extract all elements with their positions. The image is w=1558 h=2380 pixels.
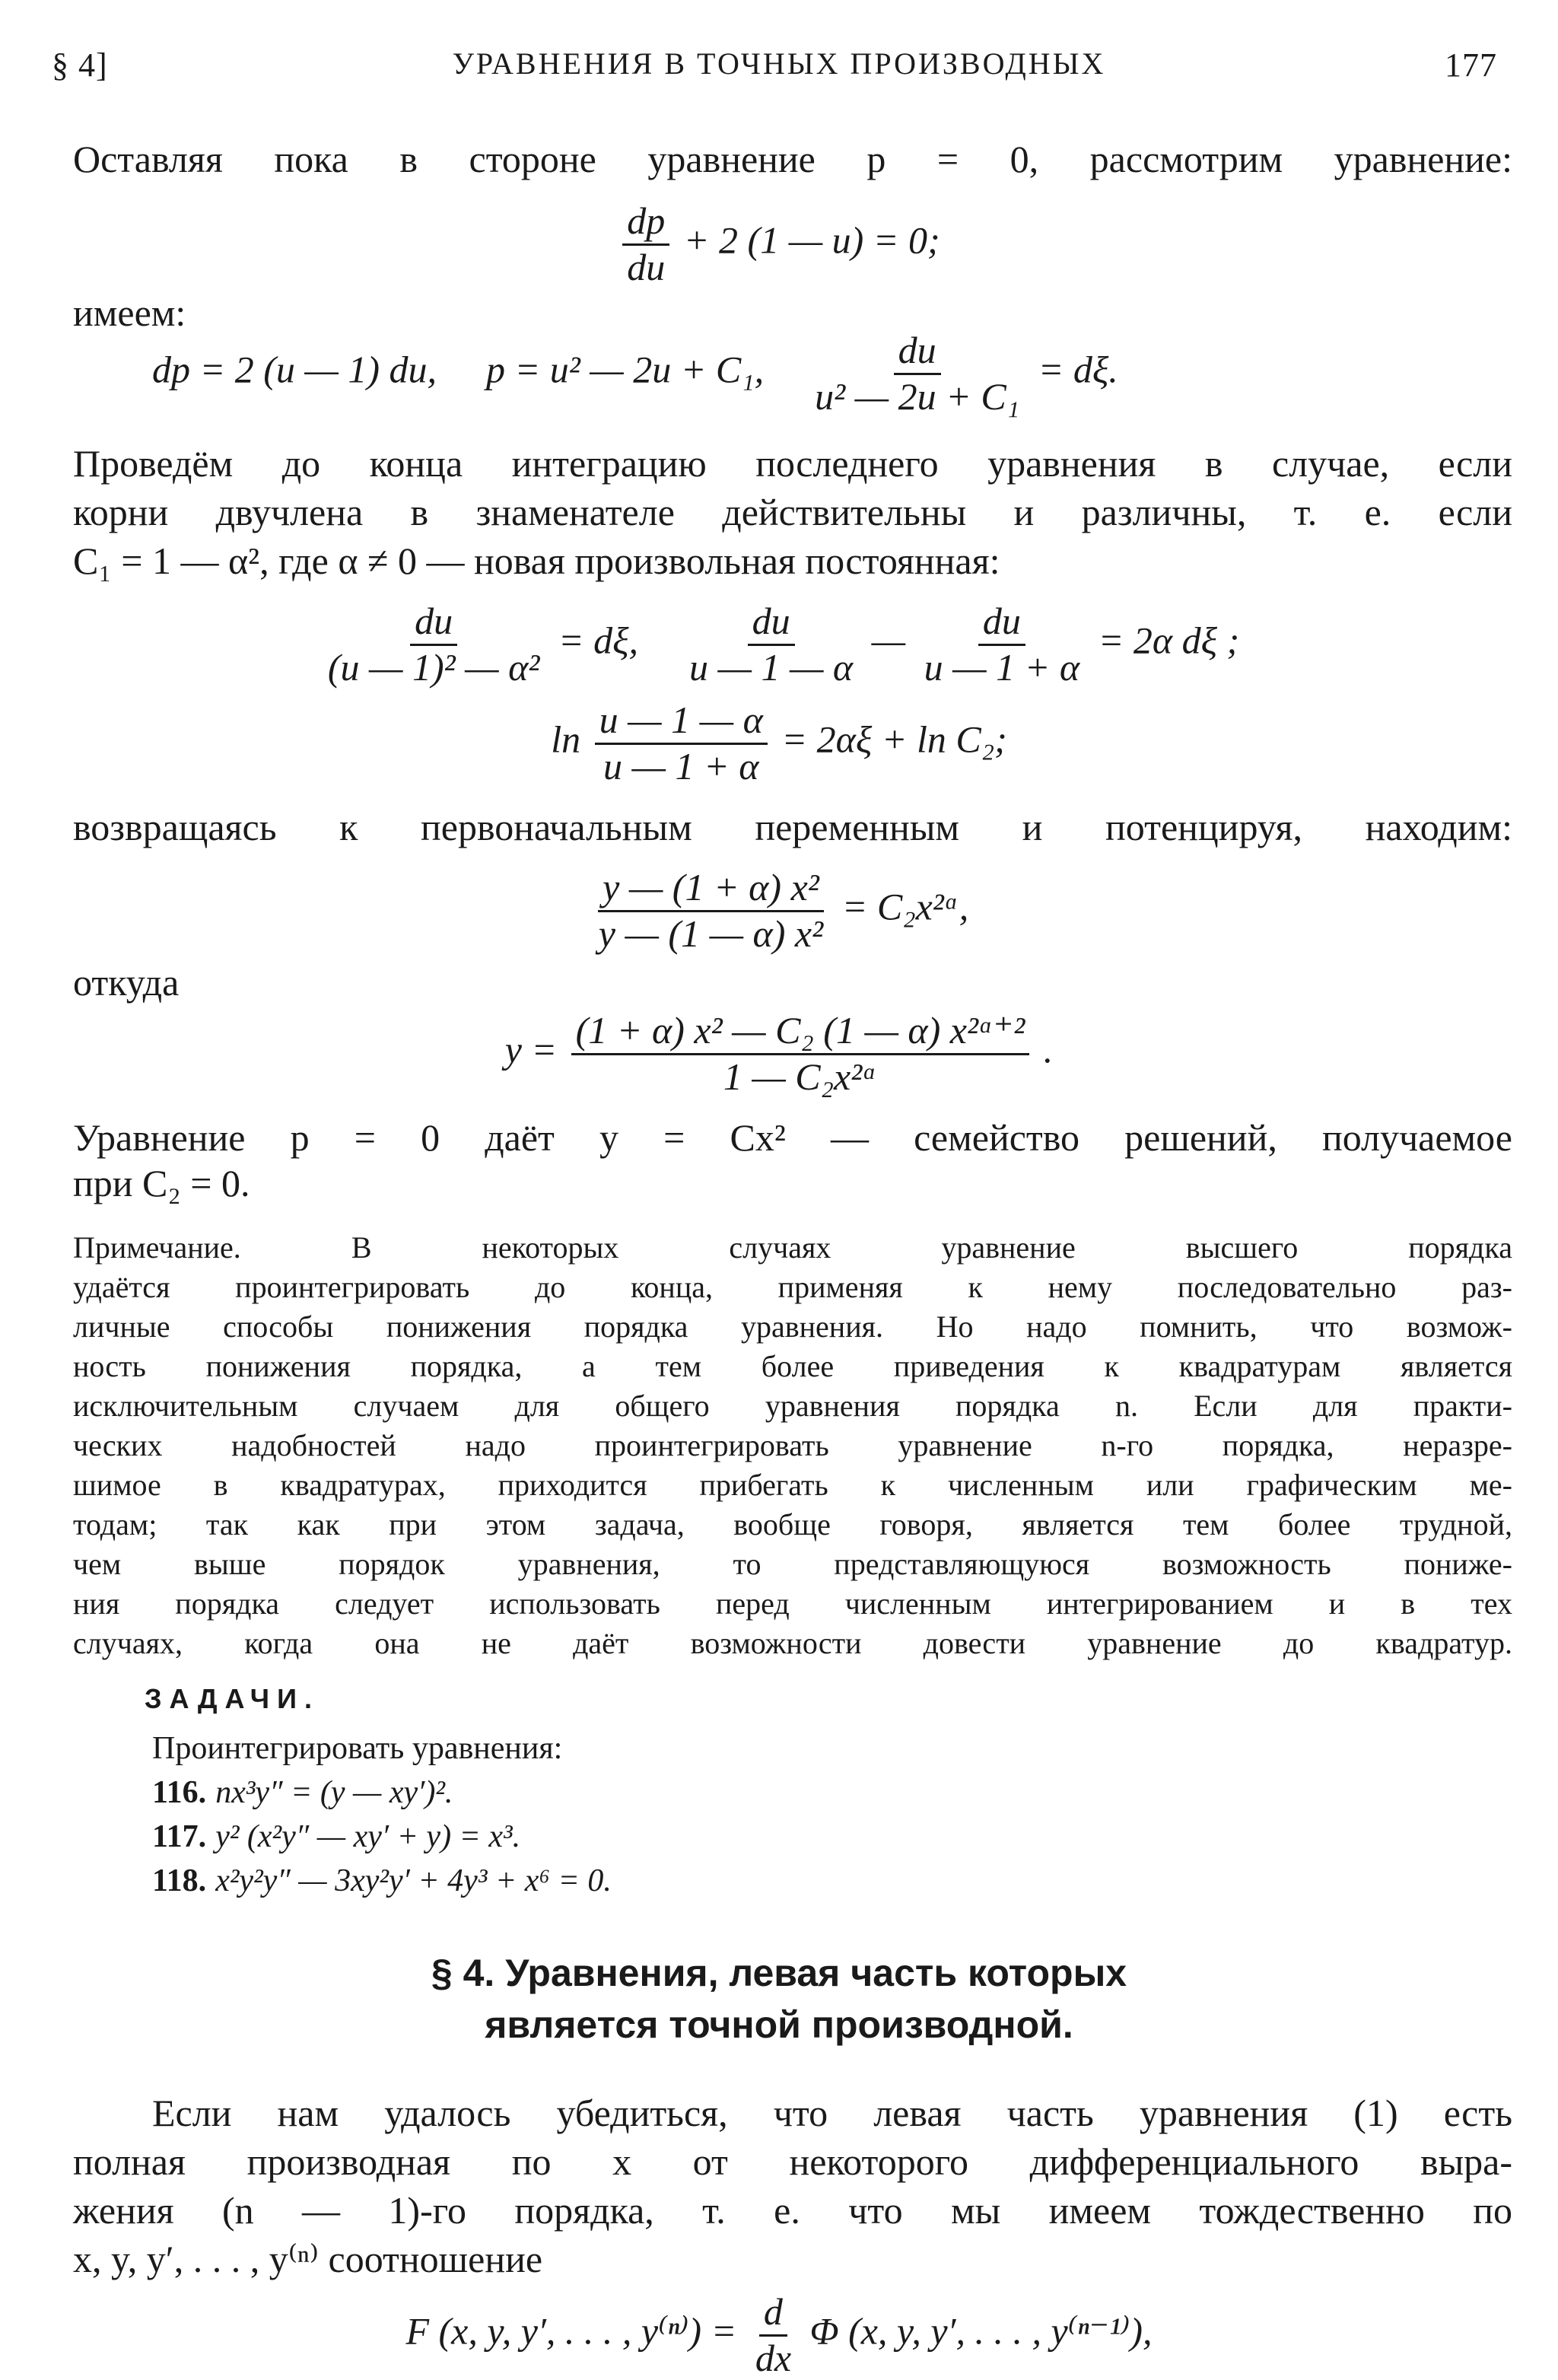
paragraph-line: Если нам удалось убедиться, что левая часть уравнения (1) есть (152, 2088, 1512, 2138)
word-otkuda: откуда (73, 957, 1512, 1007)
equation-rest: + 2 (1 — u) = 0; (684, 218, 940, 261)
problems-intro: Проинтегрировать уравнения: (152, 1729, 562, 1768)
equation-lhs: F (x, y, y′, . . . , y⁽ⁿ⁾) = (405, 2309, 736, 2352)
note-line: чем выше порядок уравнения, то представляющуюся возможность пониже- (73, 1545, 1512, 1584)
equation-rest: = dξ. (1038, 348, 1118, 390)
problem-117 (152, 1817, 520, 1857)
equation-2 (152, 329, 1491, 418)
header-section: § 4] (52, 46, 108, 84)
numerator: u — 1 — α (595, 698, 768, 745)
equation-part: = dξ, (558, 619, 638, 661)
numerator: du (978, 600, 1025, 646)
numerator: du (748, 600, 795, 646)
eq2-part-a: dp = 2 (u — 1) du, (152, 348, 437, 390)
minus-sign: — (872, 619, 905, 661)
note-line: личные способы понижения порядка уравнения. Но надо помнить, что возмож- (73, 1307, 1512, 1347)
word-imeem: имеем: (73, 288, 1512, 338)
denominator: u — 1 — α (685, 646, 857, 690)
problem-equation: nx³y″ = (y — xy′)². (215, 1775, 453, 1810)
fraction (323, 600, 544, 689)
note-line: случаях, когда она не даёт возможности довести уравнение до квадратур. (73, 1624, 1512, 1663)
problem-number: 116. (152, 1775, 206, 1810)
problem-number: 117. (152, 1819, 206, 1854)
fraction (810, 329, 1024, 418)
denominator: 1 — C₂x²ᵅ (719, 1055, 882, 1099)
problems-heading: ЗАДАЧИ. (145, 1683, 320, 1715)
fraction (751, 2290, 796, 2380)
paragraph-line: возвращаясь к первоначальным переменным и потенцируя, находим: (73, 802, 1512, 852)
equation-1 (0, 199, 1558, 289)
fraction (571, 1009, 1030, 1099)
note-line: Примечание. В некоторых случаях уравнение высшего порядка (73, 1228, 1512, 1268)
problem-equation: x²y²y″ — 3xy²y′ + 4y³ + x⁶ = 0. (215, 1863, 612, 1898)
numerator: (1 + α) x² — C₂ (1 — α) x²ᵅ⁺² (571, 1009, 1030, 1055)
problem-118 (152, 1861, 612, 1901)
numerator: du (894, 329, 941, 375)
fraction (595, 698, 768, 788)
equation-6 (0, 1009, 1558, 1099)
section-title-line-1: § 4. Уравнения, левая часть которых (0, 1948, 1558, 1998)
equation-rest: = 2αξ + ln C₂; (781, 718, 1006, 760)
paragraph-line: жения (n — 1)-го порядка, т. е. что мы имеем тождественно по (73, 2185, 1512, 2235)
paragraph-line: Уравнение p = 0 даёт y = Cx² — семейство решений, получаемое (73, 1112, 1512, 1163)
fraction (685, 600, 857, 689)
numerator: dp (622, 199, 669, 246)
page-number: 177 (1445, 46, 1497, 84)
note-line: тодам; так как при этом задача, вообще говоря, является тем более трудной, (73, 1505, 1512, 1545)
equation-rest: . (1044, 1028, 1054, 1071)
equation-7 (0, 2290, 1558, 2380)
problem-number: 118. (152, 1863, 206, 1898)
section-title-line-2: является точной производной. (0, 2000, 1558, 2050)
paragraph-line: при C₂ = 0. (73, 1158, 1512, 1208)
header-title: УРАВНЕНИЯ В ТОЧНЫХ ПРОИЗВОДНЫХ (0, 46, 1558, 81)
paragraph-line: полная производная по x от некоторого дифференциального выра- (73, 2137, 1512, 2187)
equation-rest: = C₂x²ᵅ, (842, 885, 969, 928)
equation-rest: = 2α dξ ; (1099, 619, 1240, 661)
fraction (622, 199, 669, 289)
equation-lhs: y = (505, 1028, 557, 1071)
denominator: du (622, 246, 669, 290)
fraction (594, 866, 828, 956)
note-line: исключительным случаем для общего уравнения порядка n. Если для практи- (73, 1386, 1512, 1426)
problem-116 (152, 1773, 453, 1812)
note-line: ческих надобностей надо проинтегрировать уравнение n-го порядка, неразре- (73, 1426, 1512, 1465)
eq2-part-b: p = u² — 2u + C₁, (486, 348, 764, 390)
note-line: шимое в квадратурах, приходится прибегать к численным или графическим ме- (73, 1465, 1512, 1505)
equation-rest: Φ (x, y, y′, . . . , y⁽ⁿ⁻¹⁾), (810, 2309, 1153, 2352)
note-line: удаётся проинтегрировать до конца, применяя к нему последовательно раз- (73, 1268, 1512, 1307)
note-line: ность понижения порядка, а тем более приведения к квадратурам является (73, 1347, 1512, 1386)
problem-equation: y² (x²y″ — xy′ + y) = x³. (215, 1819, 520, 1854)
denominator: u² — 2u + C₁ (810, 375, 1024, 419)
denominator: u — 1 + α (599, 745, 763, 789)
equation-3 (0, 600, 1558, 689)
denominator: u — 1 + α (920, 646, 1084, 690)
numerator: y — (1 + α) x² (598, 866, 824, 912)
ln-symbol: ln (551, 718, 580, 760)
paragraph-line: Проведём до конца интеграцию последнего уравнения в случае, если (73, 438, 1512, 488)
paragraph-line: корни двучлена в знаменателе действительны и различны, т. е. если (73, 487, 1512, 537)
denominator: dx (751, 2337, 796, 2380)
equation-4 (0, 698, 1558, 788)
note-line: ния порядка следует использовать перед численным интегрированием и в тех (73, 1584, 1512, 1624)
denominator: (u — 1)² — α² (323, 646, 544, 690)
equation-5 (0, 866, 1558, 956)
fraction (920, 600, 1084, 689)
paragraph-line: C₁ = 1 — α², где α ≠ 0 — новая произвольная постоянная: (73, 536, 1512, 586)
paragraph-line: Оставляя пока в стороне уравнение p = 0, рассмотрим уравнение: (73, 134, 1512, 184)
numerator: d (759, 2290, 787, 2337)
numerator: du (410, 600, 457, 646)
paragraph-line: x, y, y′, . . . , y⁽ⁿ⁾ соотношение (73, 2234, 1512, 2284)
denominator: y — (1 — α) x² (594, 912, 828, 956)
